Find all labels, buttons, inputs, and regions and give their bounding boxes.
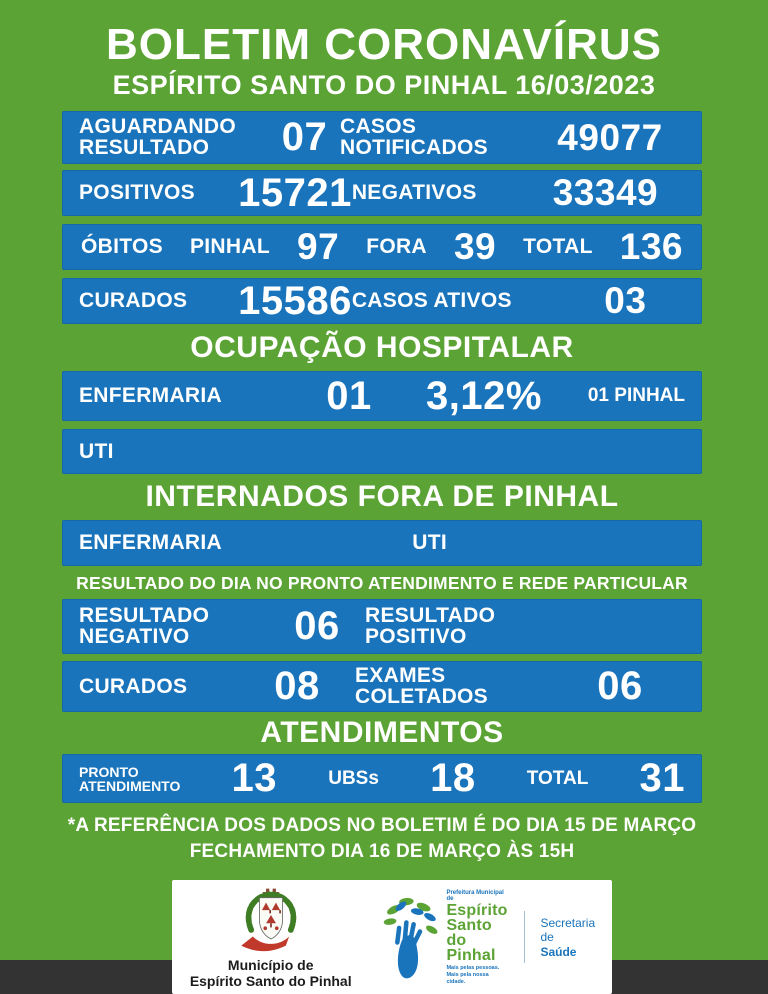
row-obitos [62, 224, 702, 270]
page-subtitle: ESPÍRITO SANTO DO PINHAL 16/03/2023 [112, 70, 656, 101]
logo-pre-text: Prefeitura Municipal de [446, 889, 504, 902]
crest-caption: Município de Espírito Santo do Pinhal [189, 957, 352, 990]
curados-dia-label: CURADOS [79, 674, 188, 698]
ubs-label: UBSs [328, 767, 379, 789]
city-hall-logo-block [381, 890, 600, 986]
row-positivos-negativos [62, 170, 702, 216]
negativos-label: NEGATIVOS [351, 181, 477, 205]
row-curados-ativos [62, 278, 702, 324]
total-atendimentos-value: 31 [639, 756, 685, 801]
negativos-value: 33349 [552, 172, 659, 214]
obitos-fora-label: FORA [366, 235, 427, 259]
ubs-value: 18 [430, 756, 476, 801]
section-heading-atendimentos: ATENDIMENTOS [260, 716, 504, 750]
ocupacao-enfermaria-percent: 3,12% [426, 373, 542, 418]
row-aguardando-notificados [62, 111, 702, 164]
casos-ativos-label: CASOS ATIVOS [351, 289, 512, 313]
notificados-value: 49077 [557, 116, 663, 158]
resultado-negativo-label: RESULTADO NEGATIVO [79, 604, 210, 648]
footnote [62, 813, 702, 864]
aguardando-label: AGUARDANDO RESULTADO [79, 115, 236, 159]
section-heading-resultado-dia: RESULTADO DO DIA NO PRONTO ATENDIMENTO E REDE PARTICULAR [76, 573, 688, 594]
tree-hand-icon [381, 894, 439, 980]
pronto-atendimento-value: 13 [231, 756, 278, 801]
municipality-crest-block [184, 885, 357, 989]
row-curados-exames [62, 661, 702, 712]
row-atendimentos [62, 754, 702, 803]
section-heading-internados: INTERNADOS FORA DE PINHAL [145, 480, 619, 514]
exames-coletados-label: EXAMES COLETADOS [355, 664, 488, 708]
row-ocupacao-uti [62, 429, 702, 474]
ocupacao-uti-label: UTI [79, 439, 114, 463]
section-heading-ocupacao: OCUPAÇÃO HOSPITALAR [190, 331, 574, 365]
row-ocupacao-enfermaria [62, 371, 702, 421]
obitos-total-value: 136 [619, 226, 683, 268]
aguardando-value: 07 [281, 115, 328, 160]
resultado-positivo-label: RESULTADO POSITIVO [365, 604, 496, 648]
stats-content [62, 111, 702, 994]
ocupacao-enfermaria-value: 01 [326, 373, 372, 418]
logo-divider [524, 911, 525, 963]
resultado-negativo-value: 06 [294, 604, 340, 649]
pronto-atendimento-label: PRONTO ATENDIMENTO [79, 763, 181, 794]
obitos-label: ÓBITOS [81, 235, 163, 259]
secretaria-saude-label: Secretaria de Saúde [540, 915, 596, 959]
internados-enfermaria-label: ENFERMARIA [79, 531, 222, 555]
ocupacao-enfermaria-label: ENFERMARIA [79, 384, 222, 408]
obitos-pinhal-value: 97 [297, 226, 340, 268]
curados-label: CURADOS [79, 289, 188, 313]
obitos-total-label: TOTAL [523, 235, 593, 259]
positivos-value: 15721 [238, 170, 352, 215]
page-title: BOLETIM CORONAVÍRUS [106, 20, 662, 69]
city-logo-text: Prefeitura Municipal de Espírito Santo do Pinhal Mais pelas pessoas. Mais pela nossa cidade. [446, 889, 508, 985]
curados-dia-value: 08 [274, 664, 320, 709]
positivos-label: POSITIVOS [79, 181, 195, 205]
obitos-pinhal-label: PINHAL [189, 235, 270, 259]
row-resultado-dia [62, 599, 702, 654]
internados-uti-label: UTI [412, 531, 448, 555]
footer-logos [172, 880, 612, 994]
footnote-line1: *A REFERÊNCIA DOS DADOS NO BOLETIM É DO DIA 15 DE MARÇO [67, 815, 697, 837]
coat-of-arms-icon [238, 885, 304, 955]
obitos-fora-value: 39 [453, 226, 497, 268]
ocupacao-enfermaria-note: 01 PINHAL [587, 385, 685, 407]
footnote-line2: FECHAMENTO DIA 16 DE MARÇO ÀS 15H [189, 840, 575, 862]
header [0, 0, 768, 101]
curados-value: 15586 [238, 278, 352, 323]
row-internados [62, 520, 702, 566]
total-atendimentos-label: TOTAL [526, 767, 589, 789]
exames-coletados-value: 06 [597, 664, 643, 709]
casos-ativos-value: 03 [604, 280, 647, 322]
notificados-label: CASOS NOTIFICADOS [340, 115, 488, 159]
